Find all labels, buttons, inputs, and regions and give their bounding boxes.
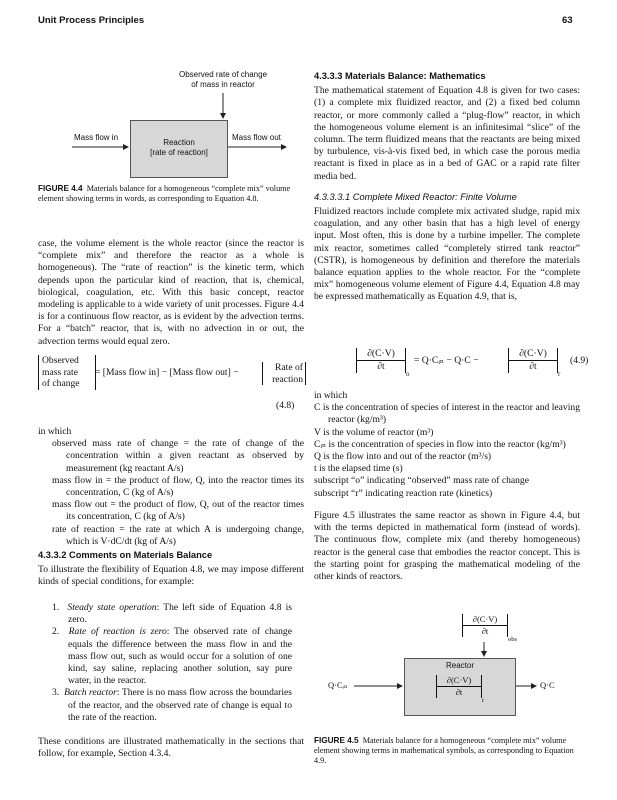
def-item: mass flow in = the product of flow, Q, into the reactor times its concentration, C (kg of A/s) bbox=[52, 474, 304, 499]
def-item: mass flow out = the product of flow, Q, out of the reactor times its concentration, C (kg of A/s) bbox=[52, 499, 304, 523]
fig45-rx-sub: r bbox=[482, 697, 485, 704]
def-item: observed mass rate of change = the rate of change of the concentration within a given reactant as observed by measurement (kg reactant A/s) bbox=[52, 438, 304, 474]
page-number: 63 bbox=[562, 15, 573, 26]
eq49-sub-r: r bbox=[558, 370, 561, 378]
right-closing bbox=[314, 510, 580, 583]
running-header: Unit Process Principles bbox=[38, 15, 145, 26]
fig45-observed-term: ∂(C·V) ∂t bbox=[462, 614, 508, 637]
def-item: Q is the flow into and out of the reactor (m³/s) bbox=[314, 451, 492, 463]
def-item: subscript “o” indicating “observed” mass rate of change bbox=[314, 475, 529, 487]
in-which-left: in which bbox=[38, 426, 72, 437]
right-paragraph-3: Figure 4.5 illustrates the same reactor as shown in Figure 4.4, but with the terms depicted in mathematical form (instead of words). The continuous flow, complete mix (and thereby homogeneous) reactor is the general case that embodies the reactor concept. This is the starting point for grasping the mathematical modeling of the other kinds of reactors. bbox=[314, 510, 580, 583]
fig45-out-label: Q·C bbox=[540, 680, 555, 690]
left-paragraph-1: case, the volume element is the whole reactor (since the reactor is “complete mix” and therefore the reactor as a whole is homogeneous). The “rate of reaction” is the kinetic term, which depends upon the particular kind of reaction, that is, chemical, biological, coagulation, etc. With this basic concept, reactor modeling is applicable to a wide variety of unit processes. Figure 4.4 is for a continuous flow reactor, as is evident by the advection terms. For a “batch” reactor, that is, with no advection in or out, the advection terms would equal zero. bbox=[38, 238, 304, 347]
right-paragraph-2: Fluidized reactors include complete mix activated sludge, rapid mix coagulation, and any other basin that has a high level of energy input. Most often, this is done by a turbine impeller. The complete mix reactor, sometimes called “completely stirred tank reactor” (CSTR), is homogeneous by definition and therefore the materials balance equation applies to the whole reactor. For the “complete mix” homogeneous volume element of Figure 4.4, Equation 4.8 may be expressed mathematically as Equation 4.9, that is, bbox=[314, 206, 580, 303]
left-paragraph-2: To illustrate the flexibility of Equation 4.8, we may impose different kinds of special conditions, for example: bbox=[38, 564, 304, 588]
eq48-lhs: Observed mass rate of change bbox=[38, 355, 96, 390]
left-closing bbox=[38, 736, 304, 760]
fig44-caption: FIGURE 4.4 Materials balance for a homogeneous “complete mix” volume element showing terms in words, as corresponding to Equation 4.8. bbox=[38, 184, 291, 203]
fig45-arrows bbox=[0, 600, 617, 720]
eq49-rhs: ∂(C·V) ∂t bbox=[508, 348, 558, 373]
right-paragraph-1: The mathematical statement of Equation 4.8 is given for two cases: (1) a complete mix fluidized reactor, and (2) a fixed bed column reactor, or more commonly called a “plug-flow” reactor, in which the homogeneous volume element is an infinitesimal “slice” of the column. The term fluidized means that the reactants are being mixed by turbulence, vis-à-vis fixed bed, in which case the porous media reactant is fixed in place as in a bed of GAC or a rapid rate filter media bed. bbox=[314, 85, 580, 182]
left-column bbox=[38, 238, 304, 348]
fig45-reaction-term: ∂(C·V) ∂t bbox=[436, 675, 482, 698]
fig44-box-text: Reaction [rate of reaction] bbox=[150, 138, 208, 157]
eq49-sub-o: o bbox=[406, 370, 410, 378]
list-item: 3. Batch reactor: There is no mass flow across the boundaries of the reactor, and the observed rate of change is equal to the rate of the reaction. bbox=[52, 687, 293, 723]
eq48-number: (4.8) bbox=[276, 400, 295, 411]
def-item: Cᵢₙ is the concentration of species in flow into the reactor (kg/m³) bbox=[314, 438, 566, 450]
def-item: subscript “r” indicating reaction rate (kinetics) bbox=[314, 487, 493, 499]
eq48-rhs: Rate of reaction bbox=[262, 362, 306, 385]
def-item: rate of reaction = the rate at which A is undergoing change, which is V·dC/dt (kg of A/s) bbox=[52, 523, 304, 547]
left-definitions bbox=[38, 426, 304, 548]
in-which-right: in which bbox=[314, 390, 348, 401]
eq49-lhs: ∂(C·V) ∂t bbox=[356, 348, 406, 373]
fig45-obs-sub: obs bbox=[508, 636, 518, 643]
section-heading-4332: 4.3.3.2 Comments on Materials Balance bbox=[38, 550, 213, 560]
right-definitions bbox=[314, 390, 580, 500]
list-item: 2. Rate of reaction is zero: The observed rate of change equals the difference between the mass flow in and the mass flow out, such as would occur for a solution of one kind, say saline, replacing another solution, say pure water, in the reactor. bbox=[52, 626, 292, 687]
list-item: 1. Steady state operation: The left side of Equation 4.8 is zero. bbox=[52, 602, 292, 626]
section-heading-43331: 4.3.3.3.1 Complete Mixed Reactor: Finite Volume bbox=[314, 191, 517, 202]
eq49-middle: = Q·Cᵢₙ − Q·C − bbox=[414, 355, 479, 366]
eq49-number: (4.9) bbox=[570, 355, 589, 366]
fig44-out-label: Mass flow out bbox=[232, 133, 281, 142]
fig44-in-label: Mass flow in bbox=[74, 133, 119, 142]
eq48-middle: = [Mass flow in] − [Mass flow out] − bbox=[95, 367, 239, 378]
def-item: C is the concentration of species of interest in the reactor and leaving reactor (kg/m³) bbox=[314, 402, 580, 426]
def-item: t is the elapsed time (s) bbox=[314, 463, 403, 475]
def-item: V is the volume of reactor (m³) bbox=[314, 426, 434, 438]
section-heading-4333: 4.3.3.3 Materials Balance: Mathematics bbox=[314, 71, 486, 81]
right-column bbox=[314, 70, 580, 304]
left-paragraph-3: These conditions are illustrated mathematically in the sections that follow, for example, Section 4.3.4. bbox=[38, 736, 304, 760]
fig45-in-label: Q·Cᵢₙ bbox=[328, 680, 348, 690]
fig44-top-label: Observed rate of change of mass in reactor bbox=[178, 70, 268, 89]
left-section-4332 bbox=[38, 549, 304, 589]
fig45-box-title: Reactor bbox=[445, 661, 474, 670]
fig45-caption: FIGURE 4.5 Materials balance for a homogeneous “complete mix” volume element showing terms in mathematical symbols, as corresponding to Equation 4.9. bbox=[314, 736, 574, 765]
